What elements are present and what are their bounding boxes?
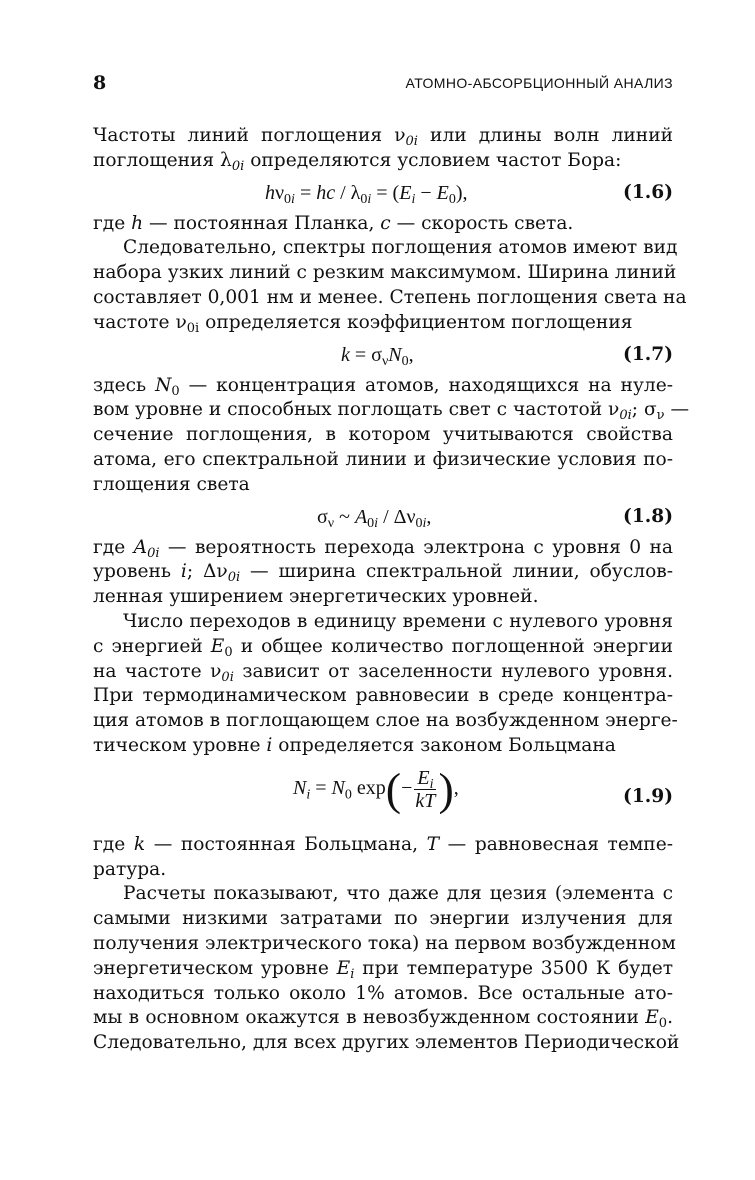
- equation-number: (1.7): [623, 343, 673, 365]
- equation-formula: $\sigma_\nu$ ~ $A_{0i} / \Delta\nu_{0i}$,: [317, 505, 432, 531]
- text-line: частоте $\nu_{0i}$ определяется коэффициентом поглощения: [93, 311, 633, 336]
- equation-formula: $k = \sigma_\nu N_0$,: [341, 343, 414, 369]
- text-line: составляет 0,001 нм и менее. Степень поглощения света на: [93, 286, 687, 308]
- equation-formula: $N_i = N_0$ exp(− $\frac{E_i}{kT}$ ),: [293, 763, 459, 815]
- text-line: где k — постоянная Больцмана, T — равновесная темпе-: [93, 833, 673, 855]
- paragraph-cesium-calculation: [93, 882, 680, 1056]
- text-line: где $A_{0i}$ — вероятность перехода электрона с уровня 0 на: [93, 536, 674, 561]
- text-line: ратура.: [93, 858, 167, 880]
- text-line: здесь $N_0$ — концентрация атомов, находящихся на нуле-: [93, 374, 673, 399]
- equation-1-8: [93, 498, 673, 536]
- text-line: Расчеты показывают, что даже для цезия (элемента с: [123, 883, 673, 905]
- text-line: поглощения $\lambda_{0i}$ определяются условием частот Бора:: [93, 149, 622, 174]
- paragraph-transition-probability: [93, 536, 673, 610]
- equation-1-7: [93, 336, 673, 374]
- equation-formula: $h\nu_{0i}$ = hc / $\lambda_{0i} = (E_i - E_0)$,: [265, 181, 468, 207]
- paragraph-concentration: [93, 374, 690, 498]
- text-line: с энергией $E_0$ и общее количество поглощенной энергии: [93, 635, 673, 660]
- text-line: мы в основном окажутся в невозбужденном состоянии $E_0$.: [93, 1007, 673, 1032]
- text-line: глощения света: [93, 473, 250, 495]
- running-head: АТОМНО-АБСОРБЦИОННЫЙ АНАЛИЗ: [405, 75, 673, 91]
- text-line: сечение поглощения, в котором учитываются свойства: [93, 424, 673, 446]
- text-line: энергетическом уровне $E_i$ при температуре 3500 К будет: [93, 957, 673, 982]
- text-line: находиться только около 1% атомов. Все остальные ато-: [93, 982, 673, 1004]
- text-line: получения электрического тока) на первом возбужденном: [93, 932, 676, 954]
- equation-1-6: [93, 174, 673, 212]
- text-line: на частоте $\nu_{0i}$ зависит от заселенности нулевого уровня.: [93, 660, 674, 685]
- text-line: вом уровне и способных поглощать свет с частотой $\nu_{0i}$; $\sigma_\nu$ —: [93, 399, 690, 424]
- text-line: Следовательно, для всех других элементов Периодической: [93, 1032, 680, 1054]
- text-line: Частоты линий поглощения $\nu_{0i}$ или длины волн линий: [93, 125, 673, 149]
- text-line: Число переходов в единицу времени с нулевого уровня: [123, 610, 673, 632]
- text-line: При термодинамическом равновесии в среде концентра-: [93, 685, 673, 707]
- paragraph-bohr-frequencies: [93, 124, 673, 174]
- text-line: самыми низкими затратами по энергии излучения для: [93, 908, 673, 930]
- text-line: где h — постоянная Планка, c — скорость света.: [93, 212, 574, 234]
- text-line: ленная уширением энергетических уровней.: [93, 586, 539, 608]
- text-line: атома, его спектральной линии и физические условия по-: [93, 448, 673, 470]
- equation-number: (1.8): [623, 505, 673, 527]
- paragraph-boltzmann: [93, 610, 678, 759]
- page-header: [93, 72, 673, 96]
- text-line: Следовательно, спектры поглощения атомов имеют вид: [123, 237, 678, 259]
- page-number: 8: [93, 72, 107, 94]
- text-line: тическом уровне i определяется законом Больцмана: [93, 734, 616, 756]
- equation-number: (1.6): [623, 181, 673, 203]
- equation-1-9: [93, 759, 673, 833]
- text-line: ция атомов в поглощающем слое на возбужденном энерге-: [93, 710, 678, 732]
- text-line: уровень i; $\Delta\nu_{0i}$ — ширина спектральной линии, обуслов-: [93, 561, 674, 586]
- paragraph-absorption-spectra: [93, 236, 687, 336]
- equation-number: (1.9): [623, 785, 673, 807]
- paragraph-boltzmann-constant: [93, 833, 673, 883]
- text-line: набора узких линий с резким максимумом. Ширина линий: [93, 262, 677, 284]
- body-text: [93, 124, 690, 1056]
